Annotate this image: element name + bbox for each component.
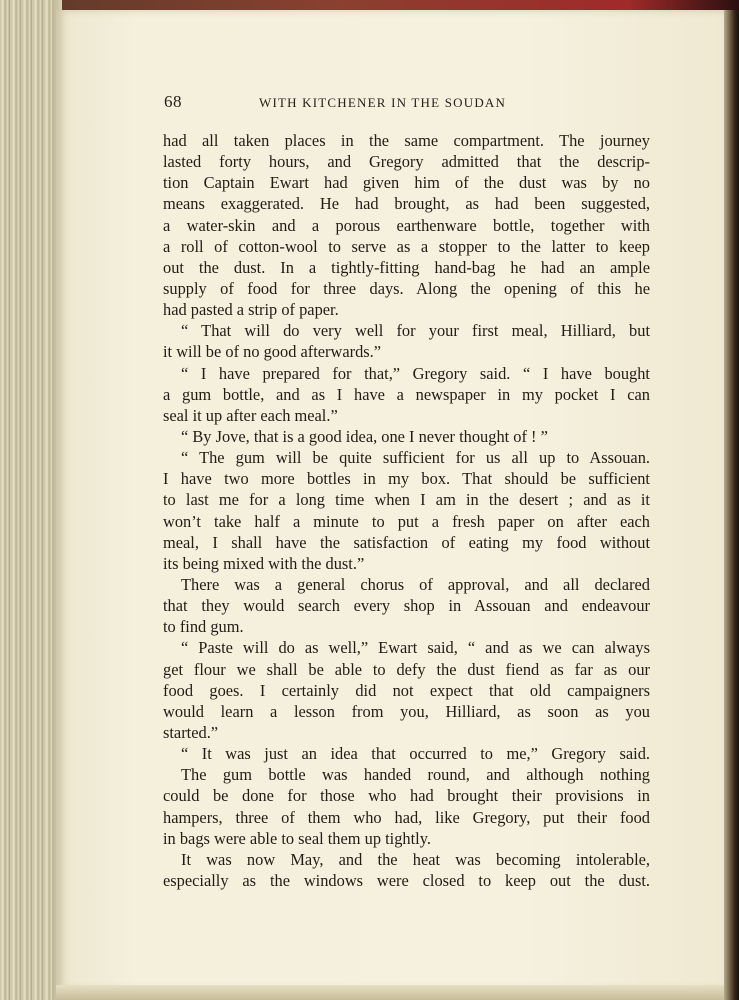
text-line: There was a general chorus of approval, and all declared xyxy=(181,574,650,594)
text-line: The gum bottle was handed round, and although nothing xyxy=(181,765,650,785)
text-line: a water-skin and a porous earthenware bottle, together with xyxy=(163,215,650,235)
body-text xyxy=(163,130,650,891)
text-line: supply of food for three days. Along the opening of this he xyxy=(163,278,650,298)
text-line: food goes. I certainly did not expect that old campaigners xyxy=(163,680,650,700)
text-line: had pasted a strip of paper. xyxy=(163,300,339,320)
text-line: would learn a lesson from you, Hilliard, as soon as you xyxy=(163,701,650,721)
stacked-page-edges xyxy=(0,0,62,1000)
text-line: had all taken places in the same compartment. The journey xyxy=(163,131,650,150)
text-line: a gum bottle, and as I have a newspaper in my pocket I can xyxy=(163,384,650,404)
text-line: out the dust. In a tightly-fitting hand-bag he had an ample xyxy=(163,257,650,277)
text-line: “ It was just an idea that occurred to me,” Gregory said. xyxy=(181,744,650,764)
text-line: get flour we shall be able to defy the dust fiend as far as our xyxy=(163,659,650,679)
text-line: could be done for those who had brought their provisions in xyxy=(163,786,650,806)
text-line: means exaggerated. He had brought, as had been suggested, xyxy=(163,194,650,214)
gutter-shadow xyxy=(724,10,739,1000)
running-header xyxy=(164,92,652,116)
running-title: WITH KITCHENER IN THE SOUDAN xyxy=(259,95,507,110)
text-line: won’t take half a minute to put a fresh paper on after each xyxy=(163,511,650,531)
text-line: “ That will do very well for your first meal, Hilliard, but xyxy=(181,321,650,341)
text-line: hampers, three of them who had, like Gregory, put their food xyxy=(163,807,650,827)
text-line: tion Captain Ewart had given him of the dust was by no xyxy=(163,173,650,193)
text-line: in bags were able to seal them up tightly. xyxy=(163,828,431,848)
text-line: It was now May, and the heat was becoming intolerable, xyxy=(181,849,650,869)
text-line: “ The gum will be quite sufficient for us all up to Assouan. xyxy=(181,448,650,468)
text-line: I have two more bottles in my box. That should be sufficient xyxy=(163,469,650,489)
page-number: 68 xyxy=(164,92,182,111)
text-line: a roll of cotton-wool to serve as a stopper to the latter to keep xyxy=(163,236,650,256)
text-line: lasted forty hours, and Gregory admitted that the descrip- xyxy=(163,152,650,172)
text-line: “ I have prepared for that,” Gregory said. “ I have bought xyxy=(181,363,650,383)
text-line: seal it up after each meal.” xyxy=(163,405,338,425)
text-line: “ Paste will do as well,” Ewart said, “ and as we can always xyxy=(181,638,650,658)
text-line: to find gum. xyxy=(163,617,244,637)
text-line: meal, I shall have the satisfaction of eating my food without xyxy=(163,532,650,552)
text-line: especially as the windows were closed to keep out the dust. xyxy=(163,870,650,890)
text-line: “ By Jove, that is a good idea, one I never thought of ! ” xyxy=(181,426,548,446)
page-bottom-edge xyxy=(56,985,724,1000)
text-line: it will be of no good afterwards.” xyxy=(163,342,382,362)
text-line: started.” xyxy=(163,722,219,742)
text-line: its being mixed with the dust.” xyxy=(163,553,365,573)
text-line: that they would search every shop in Assouan and endeavour xyxy=(163,596,650,616)
text-line: to last me for a long time when I am in the desert ; and as it xyxy=(163,490,650,510)
